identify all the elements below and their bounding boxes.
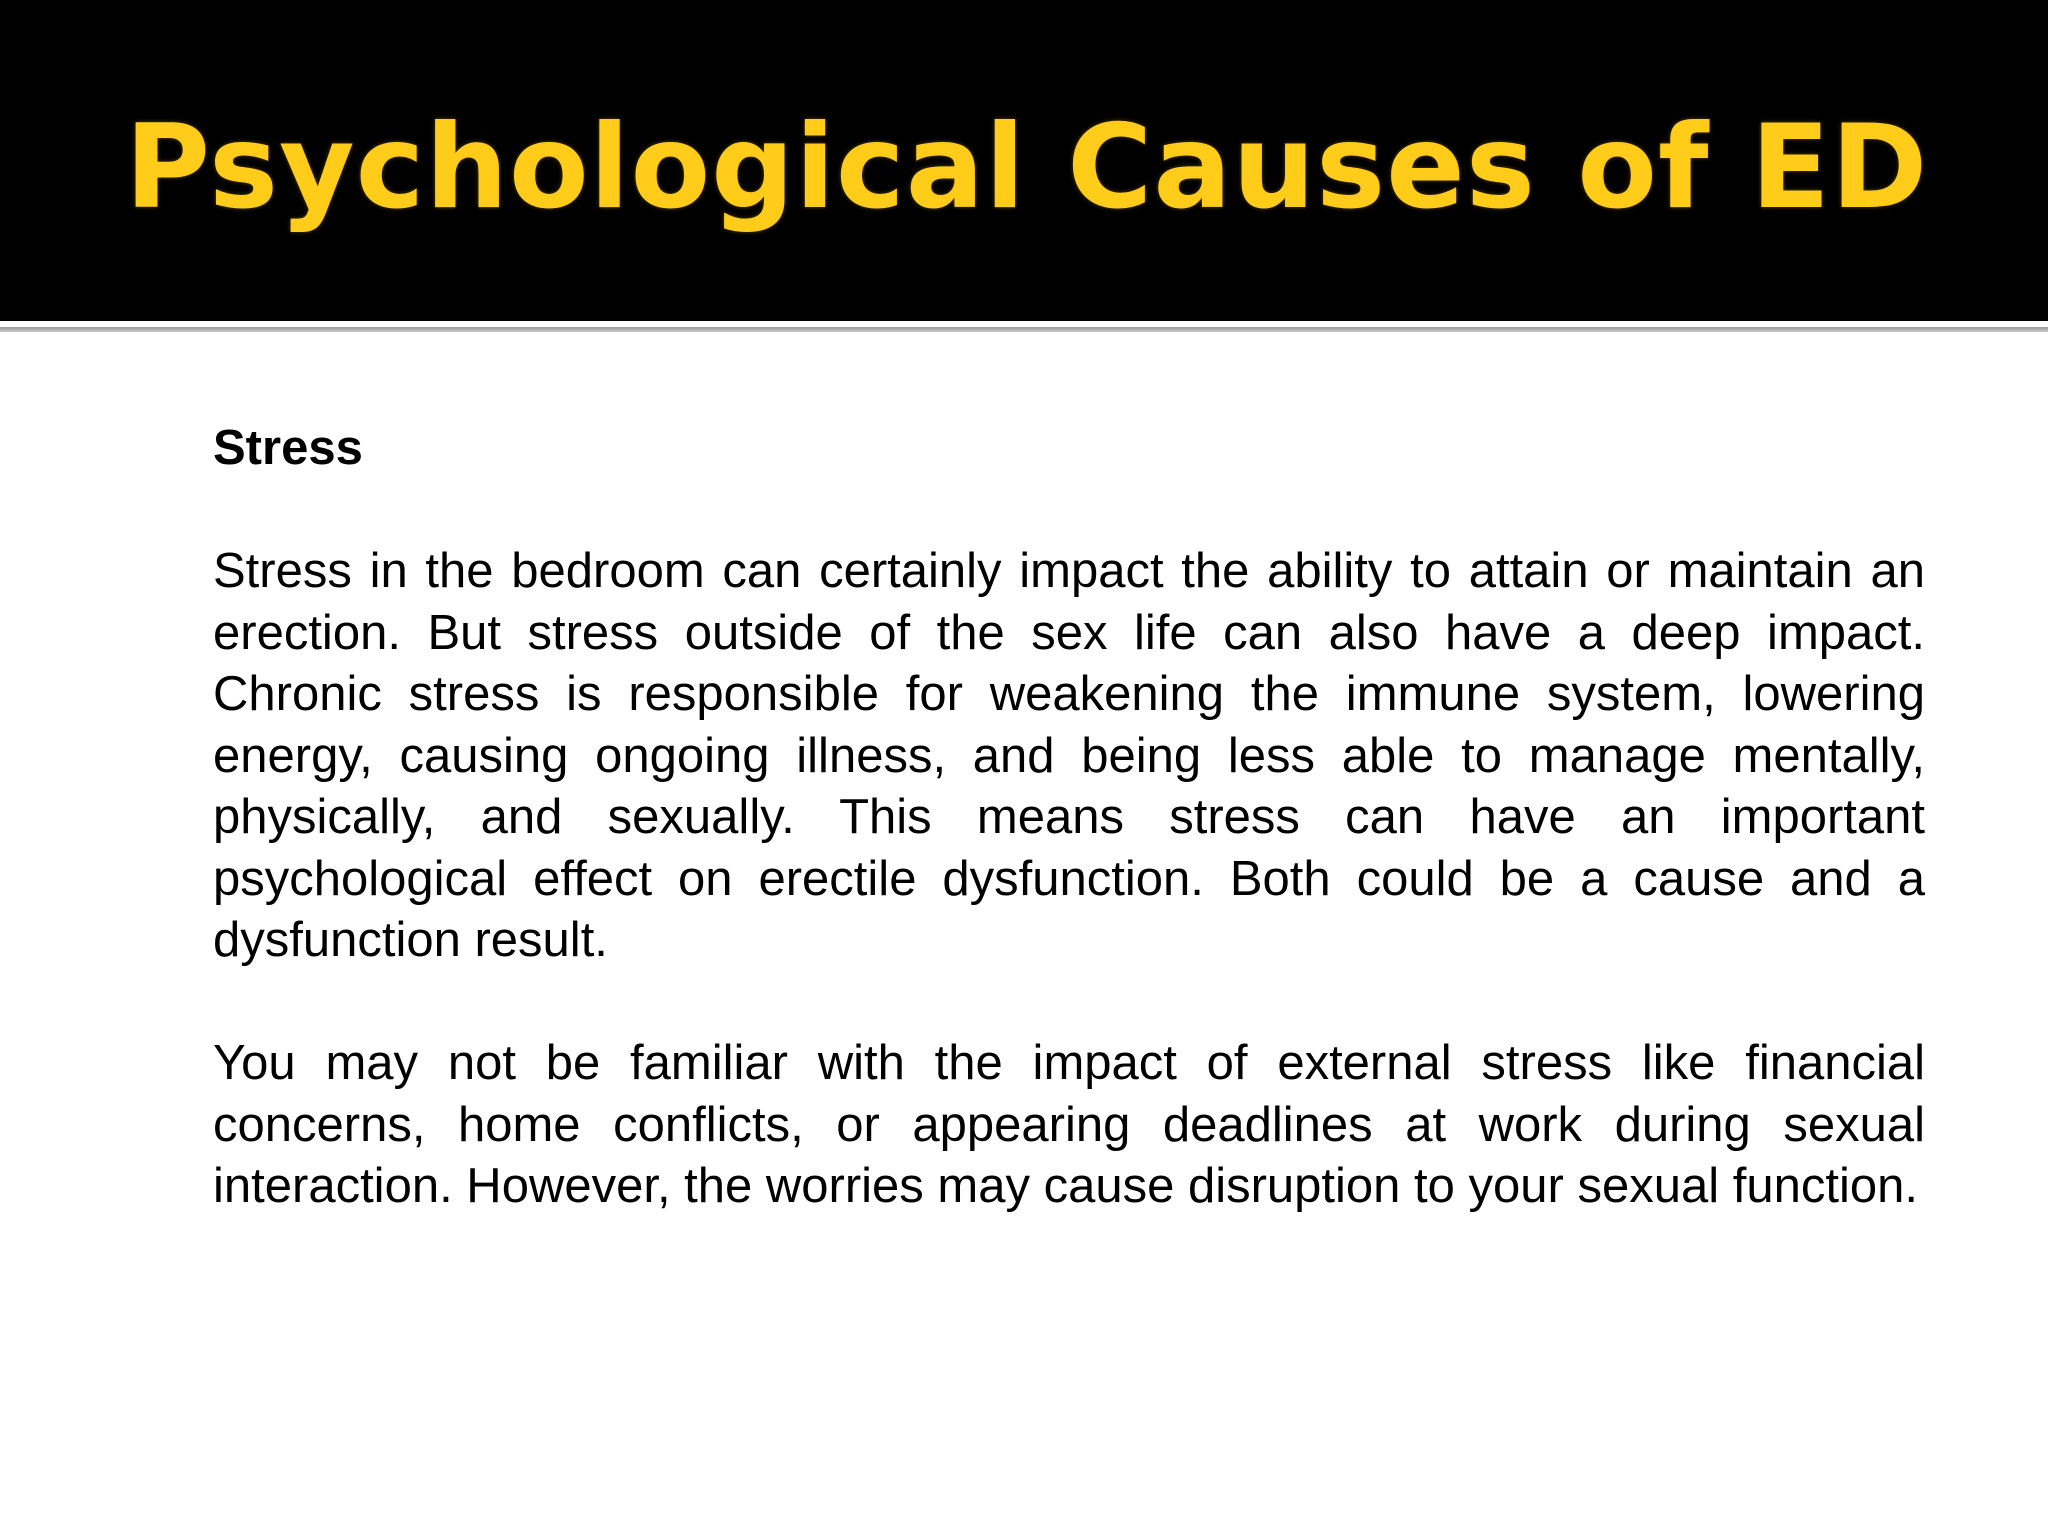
section-heading: Stress <box>213 421 363 475</box>
title-bar <box>0 0 2048 321</box>
slide-body <box>213 418 1925 1279</box>
body-paragraph-1: Stress in the bedroom can certainly impact the ability to attain or maintain an erection. But stress outside of the sex life can also have a deep impact. Chronic stress is responsible for weakening the immune system, lowering energy, causing ongoing illness, and being less able to manage mentally, physically, and sexually. This means stress can have an important psychological effect on erectile dysfunction. Both could be a cause and a dysfunction result. <box>213 544 1925 967</box>
slide-title: Psychological Causes of ED <box>125 100 1929 235</box>
body-paragraph-2: You may not be familiar with the impact of external stress like financial concerns, home conflicts, or appearing deadlines at work during sexual interaction. However, the worries may cause disruption to your sexual function. <box>213 1036 1925 1213</box>
title-divider <box>0 327 2048 332</box>
